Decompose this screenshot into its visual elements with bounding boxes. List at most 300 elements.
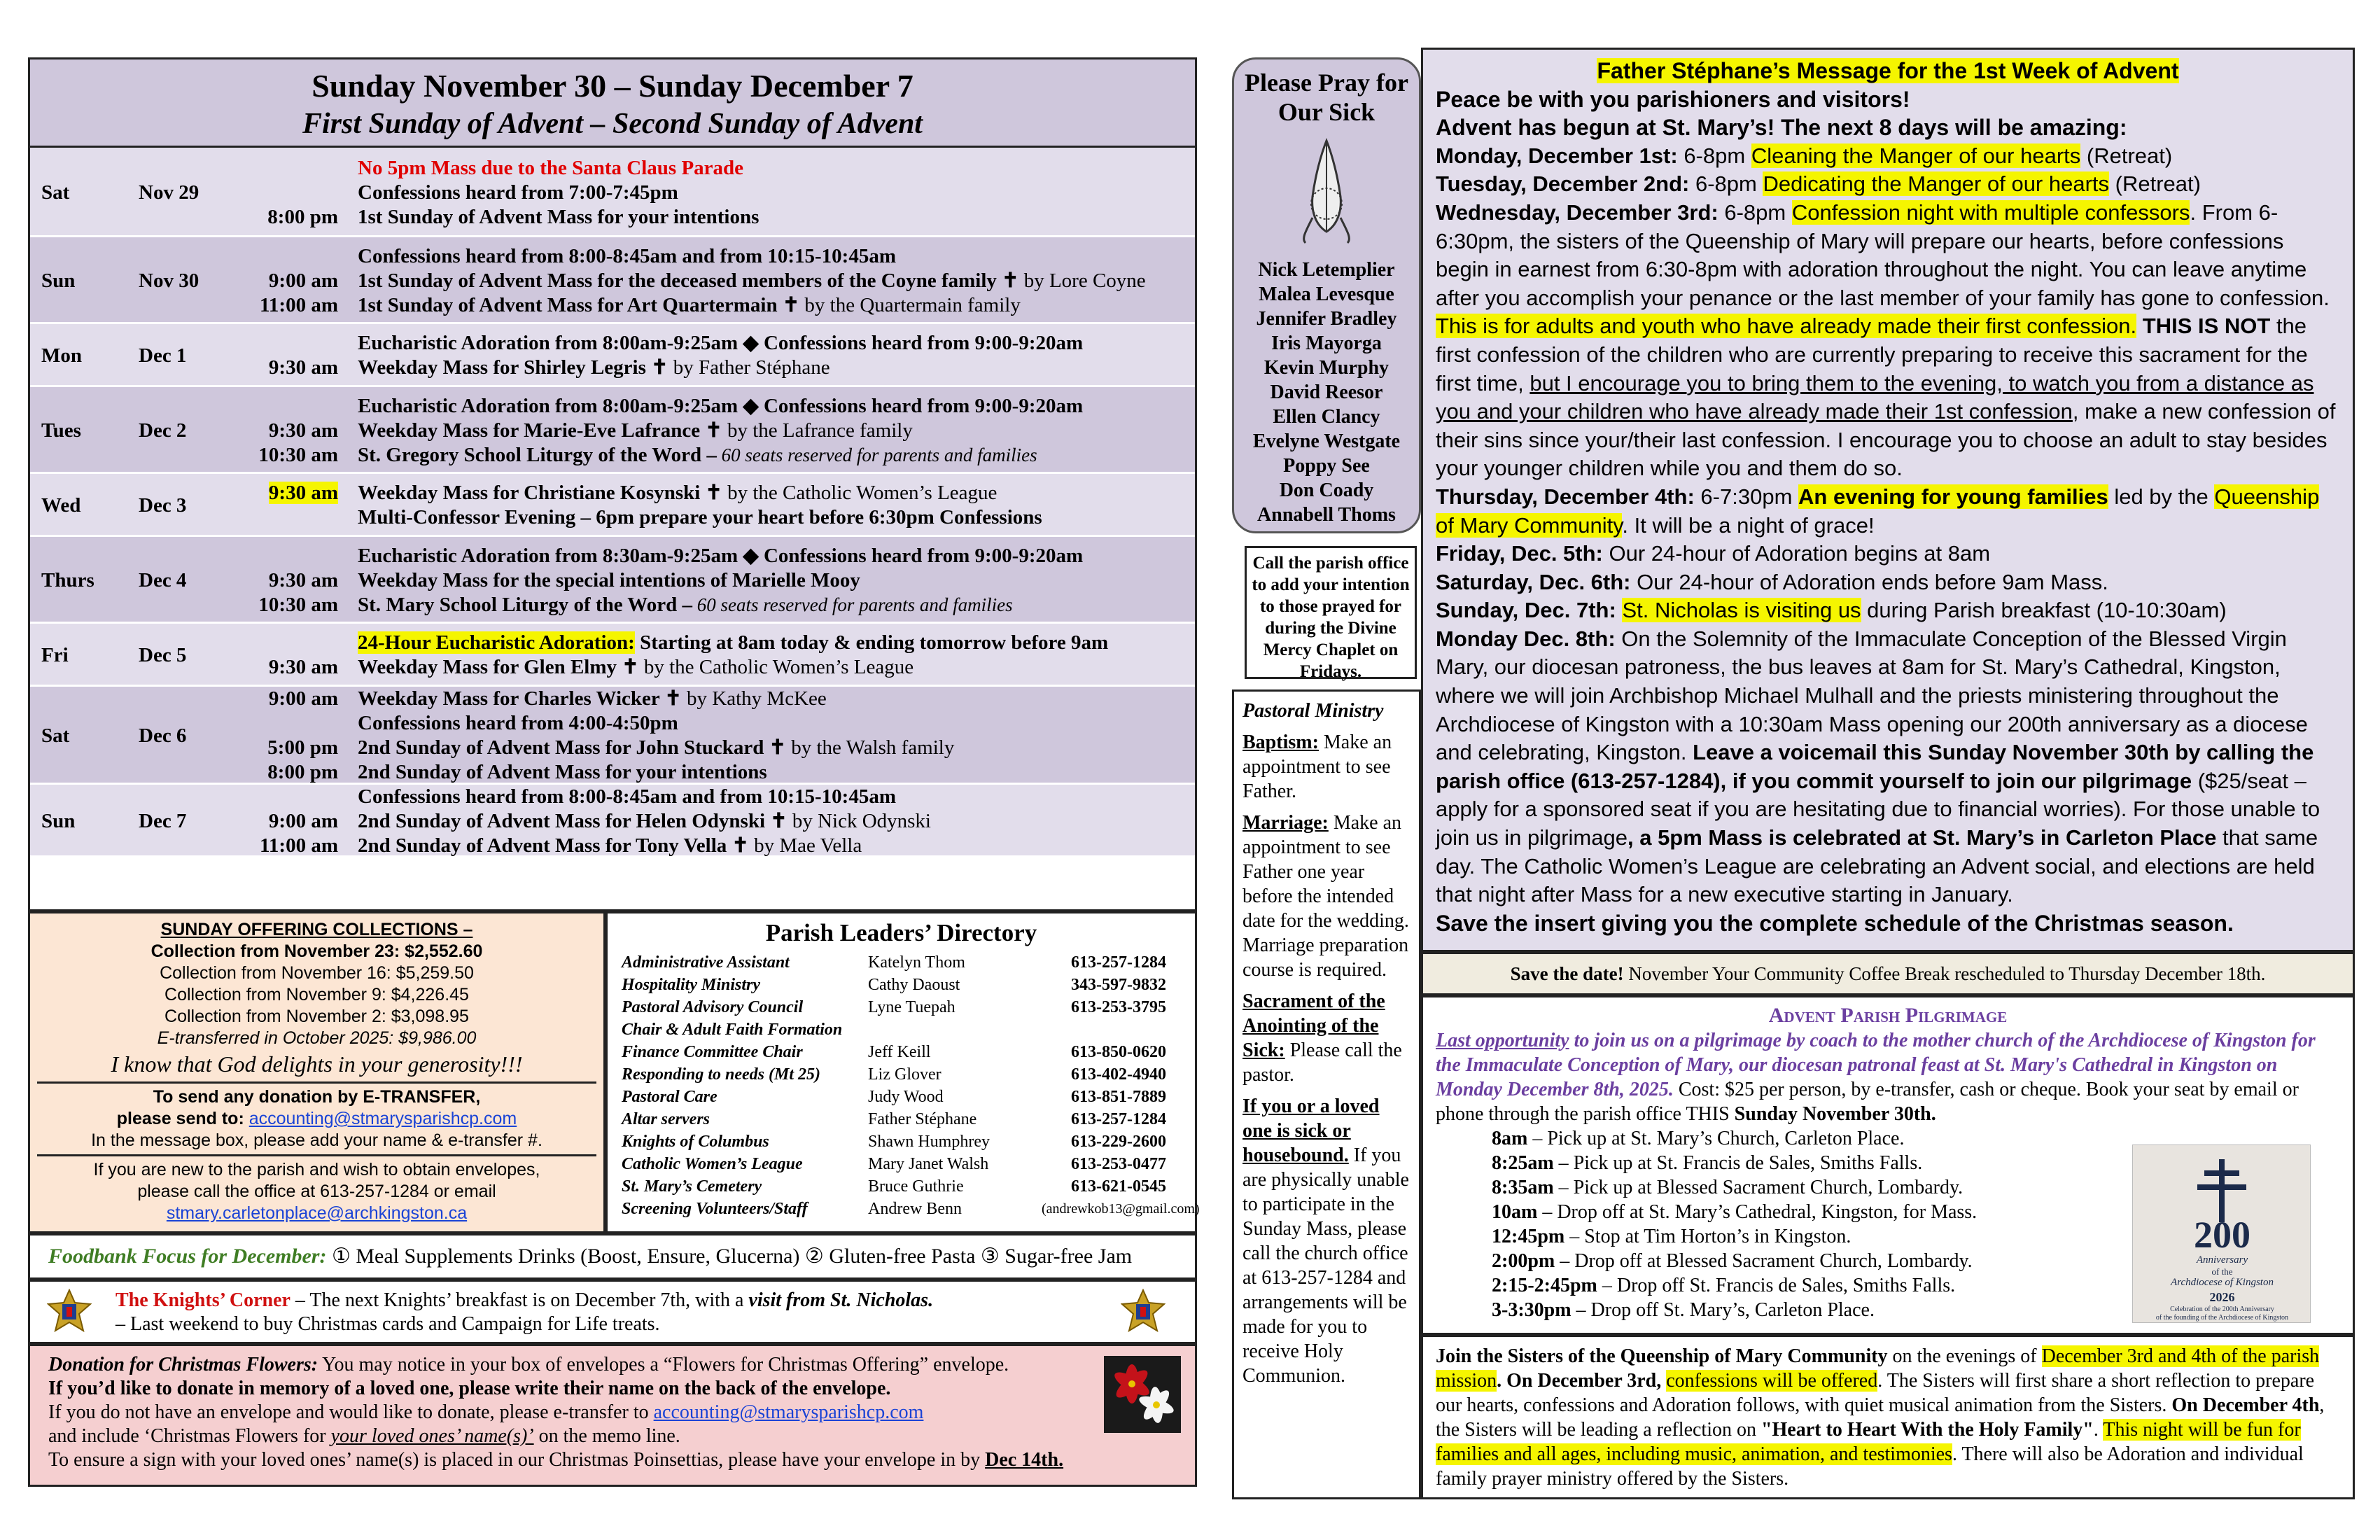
thursday-heading: Thursday, December 4th: <box>1436 484 1695 509</box>
offering-line: Collection from November 2: $3,098.95 <box>164 1007 469 1026</box>
schedule-item-text: Eucharistic Adoration from 8:30am-9:25am ◆ Confessions heard from 9:00-9:20am <box>358 545 1084 567</box>
directory-phone: 343-597-9832 <box>1071 976 1166 994</box>
schedule-times <box>219 156 338 230</box>
directory-row <box>608 1086 1195 1108</box>
sick-text: If you are physically unable to participate in the Sunday Mass, please call the church office at 613-257-1284 and arrangements will be made for you to receive Holy Communion. <box>1242 1144 1409 1387</box>
pastoral-ministry <box>1232 690 1421 1499</box>
schedule-item-text: 1st Sunday of Advent Mass for your intentions <box>358 206 760 228</box>
sisters-hl3: This night will be fun for families and all ages, including music, animation, and testimonies <box>1436 1419 2301 1465</box>
stop-desc: – Pick up at St. Francis de Sales, Smiths Falls. <box>1553 1152 1923 1174</box>
etransfer-note: In the message box, please add your name & e-transfer #. <box>91 1130 542 1150</box>
schedule-item-donor: by Lore Coyne <box>1018 270 1146 292</box>
thursday-time: 6-7:30pm <box>1694 484 1799 509</box>
advent-pilgrimage <box>1421 995 2355 1335</box>
sisters-t5: . There will also be Adoration and individual family prayer ministry offered by the Sisters. <box>1436 1443 2304 1490</box>
friday-text: Our 24-hour of Adoration begins at 8am <box>1602 541 1991 566</box>
sick-person-name: Nick Letemplier <box>1258 259 1395 281</box>
anointing-info <box>1242 989 1410 1087</box>
schedule-item-text: Weekday Mass for Christiane Kosynski ✝ <box>358 482 722 504</box>
sick-person-name: Iris Mayorga <box>1271 332 1382 354</box>
thursday-highlight-2: Queenship of Mary Community <box>1436 484 2320 538</box>
directory-row <box>608 1198 1200 1220</box>
parish-email-link[interactable]: stmary.carletonplace@archkingston.ca <box>166 1203 468 1223</box>
directory-phone: 613-253-3795 <box>1071 998 1166 1016</box>
sisters-b3: On December 4th <box>2171 1394 2320 1416</box>
directory-name: Father Stéphane <box>868 1110 977 1128</box>
pilgrimage-intro <box>1436 1028 2340 1126</box>
directory-role: Pastoral Care <box>622 1088 718 1106</box>
wednesday-underline: but I encourage you to bring them to the evening, to watch you from a distance as you and your children who have already made their 1st confession <box>1436 370 2314 424</box>
schedule-item-donor: by the Catholic Women’s League <box>722 482 997 504</box>
schedule-row <box>30 324 1195 387</box>
save-date-text: November Your Community Coffee Break rescheduled to Thursday December 18th. <box>1623 963 2266 984</box>
baptism-text: Make an appointment to see Father. <box>1242 732 1392 802</box>
directory-name: Jeff Keill <box>868 1043 931 1061</box>
offering-line: Collection from November 16: $5,259.50 <box>160 963 474 983</box>
schedule-time: 9:30 am <box>268 356 338 379</box>
schedule-item <box>358 809 1188 834</box>
directory-role: Altar servers <box>622 1110 710 1128</box>
saturday-text: Our 24-hour of Adoration ends before 9am Mass. <box>1630 569 2108 594</box>
schedule-day: Sat <box>41 724 70 747</box>
schedule-item-text: 1st Sunday of Advent Mass for Art Quartermain ✝ <box>358 294 800 316</box>
stop-time: 8:35am <box>1492 1177 1554 1198</box>
knights-of-columbus-emblem-icon <box>1121 1289 1166 1334</box>
directory-row <box>608 1153 1195 1175</box>
offering-lines <box>30 941 603 1049</box>
schedule-item-text: No 5pm Mass due to the Santa Claus Parade <box>358 157 744 179</box>
sisters-b4: "Heart to Heart With the Holy Family" <box>1760 1419 2094 1441</box>
monday-end: (Retreat) <box>2080 143 2173 168</box>
schedule-day: Sun <box>41 810 76 832</box>
message-thursday <box>1436 483 2340 540</box>
schedule-items <box>358 331 1188 380</box>
schedule-time: 9:00 am <box>268 687 338 710</box>
schedule-date: Dec 2 <box>139 419 187 442</box>
sisters-t2: . The Sisters will first share a short reflection to prepare our hearts, confessions and Adoration follows, with quiet musical animation from the Sisters. <box>1436 1370 2315 1416</box>
directory-row <box>608 1175 1195 1198</box>
schedule-item <box>358 655 1188 680</box>
schedule-items <box>358 481 1188 530</box>
stop-time: 12:45pm <box>1492 1226 1565 1247</box>
schedule-time <box>219 544 338 568</box>
schedule-item <box>358 356 1188 380</box>
voicemail-call-to-action: Leave a voicemail this Sunday November 30th by calling the parish office (613-257-1284), if you commit yourself to join our pilgrimage <box>1436 740 2314 793</box>
logo-number: 200 <box>2194 1214 2250 1256</box>
directory-row <box>608 1018 1195 1041</box>
schedule-item-text: 2nd Sunday of Advent Mass for Tony Vella ✝ <box>358 834 749 857</box>
message-monday-dec-8 <box>1436 625 2340 909</box>
flowers-title: Donation for Christmas Flowers: <box>48 1354 318 1376</box>
directory-name: Judy Wood <box>868 1088 944 1106</box>
schedule-time: 9:00 am <box>268 810 338 832</box>
schedule-times <box>219 631 338 680</box>
sick-person-name: Poppy See <box>1283 455 1370 477</box>
flowers-deadline: Dec 14th. <box>985 1449 1064 1471</box>
schedule-date: Dec 7 <box>139 810 187 832</box>
etransfer-address-line <box>30 1108 603 1130</box>
sisters-queenship-of-mary <box>1421 1335 2355 1499</box>
schedule-times <box>219 244 338 318</box>
schedule-item-text: 2nd Sunday of Advent Mass for John Stuckard ✝ <box>358 736 786 759</box>
directory-role: Knights of Columbus <box>622 1133 769 1151</box>
schedule-row <box>30 387 1195 474</box>
directory-phone: 613-257-1284 <box>1071 953 1166 972</box>
stop-desc: – Drop off at Blessed Sacrament Church, Lombardy. <box>1555 1250 1973 1272</box>
message-tuesday <box>1436 170 2340 199</box>
flowers-text-3: If you do not have an envelope and would like to donate, please e-transfer to <box>48 1401 654 1423</box>
christmas-flowers-donation <box>28 1344 1197 1487</box>
logo-line-5: of the founding of the Archdiocese of Kingston <box>2155 1314 2289 1322</box>
schedule-item <box>358 760 1188 785</box>
directory-name: Cathy Daoust <box>868 976 960 994</box>
directory-phone: 613-229-2600 <box>1071 1133 1166 1151</box>
directory-phone: 613-253-0477 <box>1071 1155 1166 1173</box>
schedule-items <box>358 244 1188 318</box>
schedule-time: 10:30 am <box>258 594 338 616</box>
schedule-item <box>358 505 1188 530</box>
logo-line-4: Celebration of the 200th Anniversary <box>2170 1306 2274 1313</box>
wednesday-time: 6-8pm <box>1718 200 1792 225</box>
schedule-items <box>358 631 1188 680</box>
flowers-line-5 <box>48 1448 1177 1472</box>
directory-name: Bruce Guthrie <box>868 1177 964 1196</box>
new-parishioner-line-2: please call the office at 613-257-1284 or email <box>137 1182 496 1201</box>
schedule-item-text: Confessions heard from 4:00-4:50pm <box>358 712 678 734</box>
divider <box>37 1154 596 1156</box>
message-greeting: Peace be with you parishioners and visitors! <box>1436 86 1910 112</box>
directory-role: Chair & Adult Faith Formation <box>622 1021 843 1039</box>
anointing-heading: Sacrament of the Anointing of the Sick: <box>1242 990 1385 1061</box>
sisters-b2: . On December 3rd, <box>1497 1370 1667 1392</box>
schedule-row <box>30 785 1195 858</box>
message-closing: Save the insert giving you the complete schedule of the Christmas season. <box>1436 910 2234 936</box>
baptism-info <box>1242 730 1410 804</box>
schedule-item <box>358 394 1188 419</box>
stop-desc: – Pick up at Blessed Sacrament Church, Lombardy. <box>1553 1177 1963 1198</box>
schedule-item-text: Eucharistic Adoration from 8:00am-9:25am ◆ Confessions heard from 9:00-9:20am <box>358 395 1084 417</box>
schedule-row <box>30 537 1195 624</box>
schedule-time <box>219 394 338 419</box>
directory-row <box>608 951 1195 974</box>
sisters-t4: . <box>2093 1419 2104 1441</box>
schedule-item <box>358 593 1188 617</box>
schedule-times <box>219 785 338 858</box>
pray-names <box>1234 258 1419 527</box>
schedule-items <box>358 785 1188 858</box>
flowers-text-1: You may notice in your box of envelopes a “Flowers for Christmas Offering” envelope. <box>318 1354 1009 1376</box>
schedule-item <box>358 785 1188 809</box>
stop-desc: – Drop off St. Francis de Sales, Smiths Falls. <box>1597 1275 1956 1296</box>
directory-name: Shawn Humphrey <box>868 1133 990 1151</box>
message-title-text: Father Stéphane’s Message for the 1st Week of Advent <box>1597 58 2179 83</box>
schedule-day: Tues <box>41 419 81 442</box>
praying-hands-icon <box>1284 134 1368 246</box>
fathers-message <box>1421 48 2355 952</box>
stop-desc: – Stop at Tim Horton’s in Kingston. <box>1564 1226 1851 1247</box>
directory-name: Liz Glover <box>868 1065 941 1084</box>
monday-dec-8-text-2: ($25/seat – apply for a sponsored seat if you are hesitating due to financial worries). For those unable to join us in pilgrimage <box>1436 768 2320 850</box>
wednesday-body: . From 6-6:30pm, the sisters of the Queenship of Mary will prepare our hearts, before confessions begin in earnest from 6:30-8pm with adoration throughout the night. You can leave anytime after you accomplish your penance or the last member of your family has gone to confession. <box>1436 200 2330 310</box>
anointing-text: Please call the pastor. <box>1242 1040 1402 1086</box>
directory-name: Mary Janet Walsh <box>868 1155 989 1173</box>
schedule-header <box>30 59 1195 148</box>
schedule-item-note: 60 seats reserved for parents and families <box>716 444 1037 465</box>
schedule-item <box>358 711 1188 736</box>
knights-of-columbus-emblem-icon <box>47 1289 92 1334</box>
message-intro: Advent has begun at St. Mary’s! The next 8 days will be amazing: <box>1436 115 2127 141</box>
sisters-hl2: confessions will be offered <box>1666 1370 1878 1392</box>
directory-row <box>608 996 1195 1018</box>
archdiocese-200th-logo <box>2132 1144 2311 1323</box>
offering-collections <box>28 911 606 1233</box>
schedule-time: 5:00 pm <box>267 736 338 759</box>
schedule-item-donor: by the Walsh family <box>785 736 955 759</box>
directory-role: Screening Volunteers/Staff <box>622 1200 808 1218</box>
logo-year: 2026 <box>2209 1290 2235 1304</box>
schedule-date: Nov 30 <box>139 270 200 292</box>
etransfer-email-link[interactable]: accounting@stmarysparishcp.com <box>248 1109 517 1128</box>
knights-corner <box>28 1280 1197 1344</box>
pray-title: Please Pray for Our Sick <box>1245 69 1408 126</box>
schedule-item <box>358 205 1188 230</box>
directory-role: Pastoral Advisory Council <box>622 998 804 1016</box>
flowers-text-5: To ensure a sign with your loved ones’ name(s) is placed in our Christmas Poinsettias, please have your envelope in by <box>48 1449 986 1471</box>
sick-person-name: Jennifer Bradley <box>1256 308 1397 330</box>
schedule-day: Wed <box>41 494 81 517</box>
schedule-item <box>358 156 1188 181</box>
new-parishioner-line-1: If you are new to the parish and wish to obtain envelopes, <box>93 1160 540 1180</box>
schedule-item-donor: by the Quartermain family <box>799 294 1021 316</box>
directory-role: Catholic Women’s League <box>622 1155 803 1173</box>
pilgrimage-cost: Cost: $25 per person, by e-transfer, cash or cheque. Book your seat by email or phone through the parish office THIS <box>1436 1079 2299 1125</box>
directory-name: Andrew Benn <box>868 1200 962 1218</box>
divine-mercy-call-text: Call the parish office to add your intention to those prayed for during the Divine Mercy Chaplet on Fridays. <box>1252 554 1410 681</box>
logo-line-3: Archdiocese of Kingston <box>2171 1277 2274 1288</box>
schedule-date: Dec 5 <box>139 644 187 666</box>
baptism-heading: Baptism: <box>1242 732 1319 753</box>
save-the-date <box>1421 952 2355 995</box>
etransfer-line-2: please send to: <box>116 1109 244 1128</box>
offering-line: Collection from November 9: $4,226.45 <box>164 985 469 1004</box>
wednesday-heading: Wednesday, December 3rd: <box>1436 200 1718 225</box>
divider <box>37 1082 596 1084</box>
wednesday-highlight-2: This is for adults and youth who have already made their first confession. <box>1436 314 2137 339</box>
schedule-date: Nov 29 <box>139 181 200 204</box>
schedule-item-text: St. Mary School Liturgy of the Word – <box>358 594 692 616</box>
schedule-item <box>358 481 1188 505</box>
schedule-item <box>358 269 1188 293</box>
schedule-item-donor: by the Lafrance family <box>722 419 913 442</box>
schedule-row <box>30 624 1195 687</box>
schedule-rows <box>30 148 1195 858</box>
directory-role: St. Mary’s Cemetery <box>622 1177 762 1196</box>
stop-desc: – Drop off at St. Mary’s Cathedral, Kingston, for Mass. <box>1537 1201 1977 1223</box>
knights-title: The Knights’ Corner <box>115 1289 290 1311</box>
knights-text <box>115 1289 1110 1336</box>
schedule-time: 11:00 am <box>260 834 338 857</box>
sick-person-name: Annabell Thoms <box>1257 504 1396 526</box>
schedule-item-text: Multi-Confessor Evening – 6pm prepare your heart before 6:30pm Confessions <box>358 506 1042 528</box>
schedule-item-text: St. Gregory School Liturgy of the Word – <box>358 444 717 466</box>
save-date-label: Save the date! <box>1510 963 1624 984</box>
schedule-times <box>219 331 338 380</box>
marriage-info <box>1242 811 1410 982</box>
sick-person-name: Ellen Clancy <box>1273 406 1380 428</box>
schedule-time <box>219 711 338 736</box>
schedule-day: Sun <box>41 270 76 292</box>
schedule-item <box>358 736 1188 760</box>
schedule-time: 9:30 am <box>268 569 338 592</box>
stop-time: 2:00pm <box>1492 1250 1555 1272</box>
stop-time: 3-3:30pm <box>1492 1299 1572 1321</box>
thursday-mid: led by the <box>2108 484 2215 509</box>
directory-row <box>608 1130 1195 1153</box>
schedule-time: 9:30 am <box>268 419 338 442</box>
wednesday-body-2: the first confession of the children who are currently preparing to receive this sacrament for the first time, <box>1436 314 2308 396</box>
directory-role: Hospitality Ministry <box>622 976 761 994</box>
stop-time: 8am <box>1492 1128 1528 1149</box>
directory-rows <box>608 951 1200 1220</box>
message-friday <box>1436 540 2340 568</box>
monday-dec-8-heading: Monday Dec. 8th: <box>1436 626 1616 651</box>
saturday-heading: Saturday, Dec. 6th: <box>1436 569 1631 594</box>
schedule-row <box>30 148 1195 237</box>
stop-time: 8:25am <box>1492 1152 1554 1174</box>
message-title <box>1436 57 2340 85</box>
schedule-time <box>219 331 338 356</box>
schedule-item-donor: by Father Stéphane <box>668 356 830 379</box>
stop-desc: – Drop off St. Mary’s, Carleton Place. <box>1571 1299 1875 1321</box>
sunday-heading: Sunday, Dec. 7th: <box>1436 598 1616 623</box>
schedule-item <box>358 834 1188 858</box>
knights-line-2: – Last weekend to buy Christmas cards and Campaign for Life treats. <box>115 1313 660 1335</box>
sick-person-name: Malea Levesque <box>1259 284 1394 305</box>
sisters-hl1: December 3rd and 4th of the parish mission <box>1436 1345 2320 1392</box>
schedule-item-text: Weekday Mass for Shirley Legris ✝ <box>358 356 668 379</box>
schedule-item-text: 2nd Sunday of Advent Mass for Helen Odynski ✝ <box>358 810 788 832</box>
flowers-line-4 <box>48 1424 1177 1448</box>
thursday-highlight: An evening for young families <box>1798 484 2108 509</box>
schedule-item <box>358 244 1188 269</box>
schedule-time: 8:00 pm <box>267 761 338 783</box>
schedule-date: Dec 4 <box>139 569 187 592</box>
schedule-time-highlight: 9:30 am <box>268 482 338 504</box>
directory-role: Administrative Assistant <box>622 953 790 972</box>
schedule-item-rest: Starting at 8am today & ending tomorrow before 9am <box>634 631 1109 654</box>
schedule-items <box>358 687 1188 785</box>
sick-info <box>1242 1094 1410 1388</box>
pilgrimage-deadline: Sunday November 30th. <box>1734 1103 1936 1125</box>
schedule-items <box>358 156 1188 230</box>
sunday-highlight: St. Nicholas is visiting us <box>1622 598 1861 623</box>
monday-dec-8-text: On the Solemnity of the Immaculate Conception of the Blessed Virgin Mary, our diocesan patroness, the bus leaves at 8am for St. Mary’s Cathedral, Kingston, where we will join Archbishop Michael Mulhall and the priests ministering throughout the Archdiocese of Kingston with a 10:30am Mass opening our 200th anniversary as a diocese and celebrating, Kingston. <box>1436 626 2308 765</box>
schedule-item <box>358 631 1188 655</box>
directory-role: Finance Committee Chair <box>622 1043 803 1061</box>
flowers-text-4c: on the memo line. <box>533 1425 680 1447</box>
schedule-time <box>219 631 338 655</box>
directory-title: Parish Leaders’ Directory <box>765 919 1037 946</box>
pilgrimage-lead: to join us on a pilgrimage by coach to the mother church of the Archdiocese of Kingston for the Immaculate Conception of Mary, our diocesan patronal feast at St. Mary's Cathedral in Kingston on Monday December 8th, 2025. <box>1436 1030 2316 1100</box>
schedule-time <box>219 481 338 505</box>
schedule-item <box>358 331 1188 356</box>
schedule-row <box>30 687 1195 785</box>
schedule-item-text: Weekday Mass for Glen Elmy ✝ <box>358 656 639 678</box>
monday-time: 6-8pm <box>1677 143 1751 168</box>
parish-leaders-directory <box>606 911 1200 1233</box>
directory-row <box>608 1108 1195 1130</box>
schedule-item <box>358 293 1188 318</box>
flowers-line-2: If you’d like to donate in memory of a loved one, please write their name on the back of the envelope. <box>48 1378 891 1399</box>
schedule-subtitle: First Sunday of Advent – Second Sunday of Advent <box>302 108 923 140</box>
schedule-items <box>358 394 1188 468</box>
logo-text <box>2133 1215 2311 1322</box>
schedule-item <box>358 181 1188 205</box>
flowers-line-1 <box>48 1353 1177 1377</box>
schedule-day: Sat <box>41 181 70 204</box>
directory-phone: 613-850-0620 <box>1071 1043 1166 1061</box>
logo-line-2: of the <box>2211 1266 2233 1277</box>
schedule-day: Mon <box>41 344 82 367</box>
schedule-times <box>219 394 338 468</box>
schedule-item-text: Confessions heard from 8:00-8:45am and from 10:15-10:45am <box>358 245 896 267</box>
directory-phone: 613-402-4940 <box>1071 1065 1166 1084</box>
message-wednesday <box>1436 199 2340 483</box>
poinsettia-icon <box>1104 1356 1181 1433</box>
flowers-email-link[interactable]: accounting@stmarysparishcp.com <box>653 1401 924 1423</box>
wednesday-highlight: Confession night with multiple confessors <box>1791 200 2190 225</box>
directory-phone: 613-851-7889 <box>1071 1088 1166 1106</box>
directory-role: Responding to needs (Mt 25) <box>622 1065 821 1084</box>
schedule-item <box>358 443 1188 468</box>
wednesday-body-3: , make a new confession of their sins since your/their last confession. I encourage you to choose an adult to stay besides your younger children while you and them do so. <box>1436 399 2336 481</box>
marriage-text: Make an appointment to see Father one year before the intended date for the wedding. Marriage preparation course is required. <box>1242 812 1409 981</box>
schedule-item-text: 24-Hour Eucharistic Adoration: <box>358 631 635 654</box>
etransfer-heading <box>30 1086 603 1108</box>
message-sunday <box>1436 596 2340 625</box>
divine-mercy-call-box <box>1245 546 1417 679</box>
schedule-times <box>219 544 338 617</box>
schedule-time: 9:30 am <box>268 656 338 678</box>
schedule-title: Sunday November 30 – Sunday December 7 <box>312 68 913 104</box>
stop-desc: – Pick up at St. Mary’s Church, Carleton Place. <box>1527 1128 1905 1149</box>
schedule-time: 8:00 pm <box>267 206 338 228</box>
stop-time: 2:15-2:45pm <box>1492 1275 1597 1296</box>
schedule-item-text: Confessions heard from 8:00-8:45am and from 10:15-10:45am <box>358 785 896 808</box>
tuesday-heading: Tuesday, December 2nd: <box>1436 172 1690 197</box>
schedule-item <box>358 687 1188 711</box>
flowers-text-4a: and include ‘Christmas Flowers for <box>48 1425 331 1447</box>
foodbank-label: Foodbank Focus for December: <box>48 1245 327 1268</box>
sick-heading: If you or a loved one is sick or housebound. <box>1242 1096 1380 1166</box>
knights-line-1: – The next Knights’ breakfast is on December 7th, with a <box>290 1289 749 1311</box>
schedule-date: Dec 3 <box>139 494 187 517</box>
schedule-item-text: 1st Sunday of Advent Mass for the deceased members of the Coyne family ✝ <box>358 270 1019 292</box>
sunday-text: during Parish breakfast (10-10:30am) <box>1861 598 2227 623</box>
schedule-time <box>219 156 338 181</box>
foodbank-items: ① Meal Supplements Drinks (Boost, Ensure, Glucerna) ② Gluten-free Pasta ③ Sugar-free Jam <box>331 1245 1133 1268</box>
pilgrimage-title: Advent Parish Pilgrimage <box>1768 1004 2008 1027</box>
schedule-item-donor: by Mae Vella <box>748 834 862 857</box>
friday-heading: Friday, Dec. 5th: <box>1436 541 1603 566</box>
sick-person-name: Evelyne Westgate <box>1252 430 1401 452</box>
knights-visit: visit from St. Nicholas. <box>748 1289 934 1311</box>
monday-dec-8-text-3: that same day. The Catholic Women’s League are celebrating an Advent social, and elections are held that night after Mass for a new executive starting in January. <box>1436 825 2318 907</box>
mass-schedule <box>28 57 1197 911</box>
schedule-item-donor: by the Catholic Women’s League <box>638 656 914 678</box>
schedule-time: 10:30 am <box>258 444 338 466</box>
offering-line: Collection from November 23: $2,552.60 <box>150 941 483 961</box>
